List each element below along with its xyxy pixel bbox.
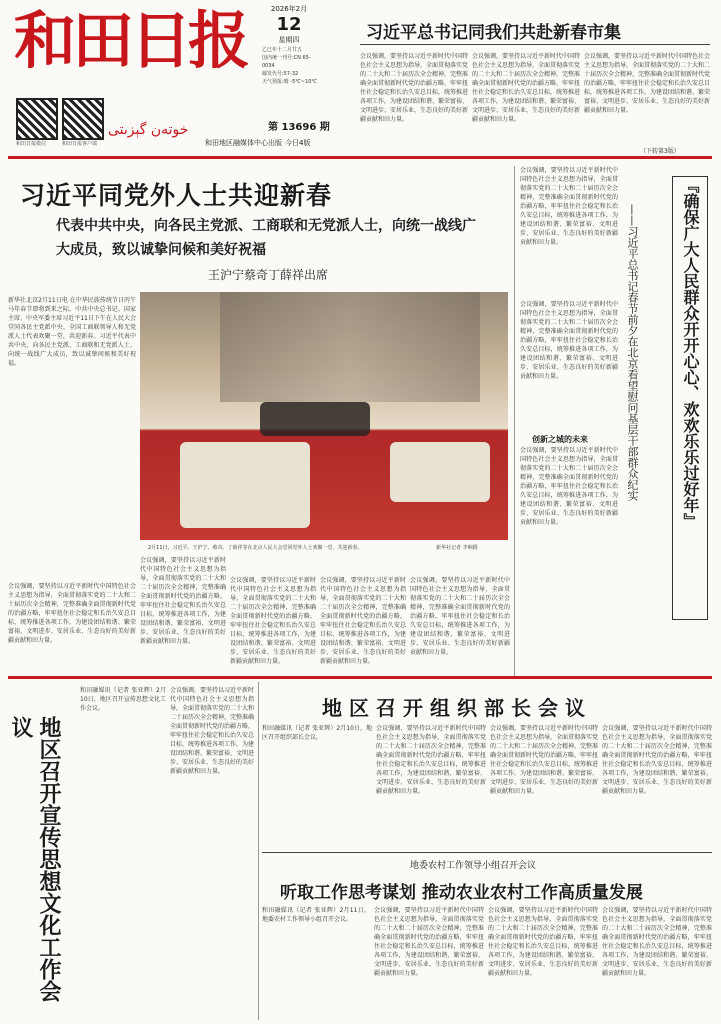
lead-text: 新华社北京2月11日电 在中华民族传统节日丙午马年春节即将到来之际，中共中央总书记、国家主席、中央军委主席习近平11日下午在人民大会堂同各民主党派中央、全国工商联领导人和无党派人士代表欢聚一堂，共迎新春。习近平代表中共中央，向各民主党派、工商联和无党派人士，向统一战线广大成员，致以诚挚问候和美好祝福。 xyxy=(8,297,136,367)
seats-left xyxy=(180,442,310,528)
date-year-month: 2026年2月 xyxy=(270,5,308,13)
bottom-mid-col3: 会议强调，要坚持以习近平新时代中国特色社会主义思想为指导，全面贯彻落实党的二十大和二十届历次全会精神，完整准确全面贯彻新时代党的治疆方略，牢牢扭住社会稳定和长治久安总目标，统筹推进各项工作，为建设团结和谐、繁荣富裕、文明进步、安居乐业、生态良好的美好新疆贡献和田力量。 xyxy=(490,725,598,795)
bottom-mid-col4: 会议强调，要坚持以习近平新时代中国特色社会主义思想为指导，全面贯彻落实党的二十大和二十届历次全会精神，完整准确全面贯彻新时代党的治疆方略，牢牢扭住社会稳定和长治久安总目标，统筹推进各项工作，为建设团结和谐、繁荣富裕、文明进步、安居乐业、生态良好的美好新疆贡献和田力量。 xyxy=(602,725,712,795)
bottom-right-col3: 会议强调，要坚持以习近平新时代中国特色社会主义思想为指导，全面贯彻落实党的二十大和二十届历次全会精神，完整准确全面贯彻新时代党的治疆方略，牢牢扭住社会稳定和长治久安总目标，统筹推进各项工作，为建设团结和谐、繁荣富裕、文明进步、安居乐业、生态良好的美好新疆贡献和田力量。 xyxy=(488,907,598,977)
bottom-mid-col2: 会议强调，要坚持以习近平新时代中国特色社会主义思想为指导，全面贯彻落实党的二十大和二十届历次全会精神，完整准确全面贯彻新时代党的治疆方略，牢牢扭住社会稳定和长治久安总目标，统筹推进各项工作，为建设团结和谐、繁荣富裕、文明进步、安居乐业、生态良好的美好新疆贡献和田力量。 xyxy=(376,725,486,795)
divider xyxy=(262,852,712,853)
bottom-left-title[interactable]: 地区召开宣传思想文化工作会议 xyxy=(8,716,61,1002)
dateline-meta xyxy=(262,46,318,86)
lead-col3: 会议强调，要坚持以习近平新时代中国特色社会主义思想为指导，全面贯彻落实党的二十大和二十届历次全会精神，完整准确全面贯彻新时代党的治疆方略，牢牢扭住社会稳定和长治久安总目标，统筹推进各项工作，为建设团结和谐、繁荣富裕、文明进步、安居乐业、生态良好的美好新疆贡献和田力量。 xyxy=(230,577,316,665)
top-story-col2: 会议强调，要坚持以习近平新时代中国特色社会主义思想为指导，全面贯彻落实党的二十大和二十届历次全会精神，完整准确全面贯彻新时代党的治疆方略，牢牢扭住社会稳定和长治久安总目标，统筹推进各项工作，为建设团结和谐、繁荣富裕、文明进步、安居乐业、生态良好的美好新疆贡献和田力量。 xyxy=(472,53,580,123)
mural xyxy=(220,292,480,402)
divider xyxy=(360,44,710,45)
dateline xyxy=(262,4,316,45)
lead-col1b: 会议强调，要坚持以习近平新时代中国特色社会主义思想为指导，全面贯彻落实党的二十大和二十届历次全会精神，完整准确全面贯彻新时代党的治疆方略，牢牢扭住社会稳定和长治久安总目标，统筹推进各项工作，为建设团结和谐、繁荣富裕、文明进步、安居乐业、生态良好的美好新疆贡献和田力量。 xyxy=(8,583,136,644)
lead-col2: 会议强调，要坚持以习近平新时代中国特色社会主义思想为指导，全面贯彻落实党的二十大和二十届历次全会精神，完整准确全面贯彻新时代党的治疆方略，牢牢扭住社会稳定和长治久安总目标，统筹推进各项工作，为建设团结和谐、繁荣富裕、文明进步、安居乐业、生态良好的美好新疆贡献和田力量。 xyxy=(140,557,226,645)
column-separator xyxy=(514,166,515,676)
masthead-uyghur: خوتەن گېزىتى xyxy=(108,122,189,138)
vertical-col2: 会议强调，要坚持以习近平新时代中国特色社会主义思想为指导，全面贯彻落实党的二十大和二十届历次全会精神，完整准确全面贯彻新时代党的治疆方略，牢牢扭住社会稳定和长治久安总目标，统筹推进各项工作，为建设团结和谐、繁荣富裕、文明进步、安居乐业、生态良好的美好新疆贡献和田力量。 xyxy=(520,301,618,380)
pages-count: 今日4版 xyxy=(285,139,311,147)
qr-icon xyxy=(62,98,104,140)
seats-right xyxy=(390,442,490,502)
photo-credit: 新华社记者 李响摄 xyxy=(436,545,478,551)
bottom-right-kicker: 地委农村工作领导小组召开会议 xyxy=(410,861,537,871)
bottom-mid-title[interactable]: 地区召开组织部长会议 xyxy=(322,696,592,720)
issue-number: 第 13696 期 xyxy=(268,122,330,133)
lead-attendees: 王沪宁蔡奇丁薛祥出席 xyxy=(208,268,329,282)
bottom-mid-col1: 和田融媒讯（记者 张亚辉）2月10日，地区召开组织部长会议。 xyxy=(262,725,372,741)
qr1-caption: 和田日报微信 xyxy=(16,141,47,147)
lead-col4: 会议强调，要坚持以习近平新时代中国特色社会主义思想为指导，全面贯彻落实党的二十大和二十届历次全会精神，完整准确全面贯彻新时代党的治疆方略，牢牢扭住社会稳定和长治久安总目标，统筹推进各项工作，为建设团结和谐、繁荣富裕、文明进步、安居乐业、生态良好的美好新疆贡献和田力量。 xyxy=(320,577,406,665)
bottom-left-col2: 会议强调，要坚持以习近平新时代中国特色社会主义思想为指导，全面贯彻落实党的二十大和二十届历次全会精神，完整准确全面贯彻新时代党的治疆方略，牢牢扭住社会稳定和长治久安总目标，统筹推进各项工作，为建设团结和谐、繁荣富裕、文明进步、安居乐业、生态良好的美好新疆贡献和田力量。 xyxy=(170,687,254,775)
column-separator xyxy=(258,682,259,1020)
section-rule xyxy=(8,676,712,679)
post-code: 邮发代号:57-32 xyxy=(262,71,299,77)
attendee-row xyxy=(260,402,370,436)
masthead-title: 和田日报 xyxy=(14,4,247,77)
lead-photo[interactable] xyxy=(140,292,508,540)
vertical-col1: 会议强调，要坚持以习近平新时代中国特色社会主义思想为指导，全面贯彻落实党的二十大和二十届历次全会精神，完整准确全面贯彻新时代党的治疆方略，牢牢扭住社会稳定和长治久安总目标，统筹推进各项工作，为建设团结和谐、繁荣富裕、文明进步、安居乐业、生态良好的美好新疆贡献和田力量。 xyxy=(520,167,618,246)
qr-code-2[interactable] xyxy=(62,98,104,147)
cn-code: 国内统一刊号:CN 65-0034 xyxy=(262,55,311,69)
masthead-rule xyxy=(8,156,712,159)
date-weekday: 星期四 xyxy=(278,36,300,44)
weather: 天气预报:晴 -5℃~10℃ xyxy=(262,79,318,85)
vertical-section: 创新之城的未来 xyxy=(532,435,588,444)
bottom-right-col2: 会议强调，要坚持以习近平新时代中国特色社会主义思想为指导，全面贯彻落实党的二十大和二十届历次全会精神，完整准确全面贯彻新时代党的治疆方略，牢牢扭住社会稳定和长治久安总目标，统筹推进各项工作，为建设团结和谐、繁荣富裕、文明进步、安居乐业、生态良好的美好新疆贡献和田力量。 xyxy=(374,907,484,977)
qr-code-1[interactable] xyxy=(16,98,58,147)
qr-icon xyxy=(16,98,58,140)
bottom-right-title[interactable]: 听取工作思考谋划 推动农业农村工作高质量发展 xyxy=(280,883,643,903)
vertical-col3: 会议强调，要坚持以习近平新时代中国特色社会主义思想为指导，全面贯彻落实党的二十大和二十届历次全会精神，完整准确全面贯彻新时代党的治疆方略，牢牢扭住社会稳定和长治久安总目标，统筹推进各项工作，为建设团结和谐、繁荣富裕、文明进步、安居乐业、生态良好的美好新疆贡献和田力量。 xyxy=(520,447,618,526)
vertical-title[interactable]: 『确保广大人民群众开开心心、欢欢乐乐过好年』 xyxy=(681,177,700,529)
date-day: 12 xyxy=(276,14,302,35)
top-story-col1: 会议强调，要坚持以习近平新时代中国特色社会主义思想为指导，全面贯彻落实党的二十大和二十届历次全会精神，完整准确全面贯彻新时代党的治疆方略，牢牢扭住社会稳定和长治久安总目标，统筹推进各项工作，为建设团结和谐、繁荣富裕、文明进步、安居乐业、生态良好的美好新疆贡献和田力量。 xyxy=(360,53,468,123)
lead-col5: 会议强调，要坚持以习近平新时代中国特色社会主义思想为指导，全面贯彻落实党的二十大和二十届历次全会精神，完整准确全面贯彻新时代党的治疆方略，牢牢扭住社会稳定和长治久安总目标，统筹推进各项工作，为建设团结和谐、繁荣富裕、文明进步、安居乐业、生态良好的美好新疆贡献和田力量。 xyxy=(410,577,510,656)
top-story-title[interactable]: 习近平总书记同我们共赴新春市集 xyxy=(366,23,621,43)
bottom-right-col4: 会议强调，要坚持以习近平新时代中国特色社会主义思想为指导，全面贯彻落实党的二十大和二十届历次全会精神，完整准确全面贯彻新时代党的治疆方略，牢牢扭住社会稳定和长治久安总目标，统筹推进各项工作，为建设团结和谐、繁荣富裕、文明进步、安居乐业、生态良好的美好新疆贡献和田力量。 xyxy=(602,907,712,977)
vertical-title-box xyxy=(672,176,708,620)
lunar-date: 乙巳年十二月廿五 xyxy=(262,47,303,53)
photo-caption: 2月11日，习近平、王沪宁、蔡奇、丁薛祥等在北京人民大会堂同党外人士欢聚一堂，共迎新春。 xyxy=(148,545,363,551)
continued-note: （下转第3版） xyxy=(640,148,680,155)
lead-subhead: 代表中共中央，向各民主党派、工商联和无党派人士，向统一战线广大成员，致以诚挚问候和美好祝福 xyxy=(56,218,476,258)
bottom-left-col1: 和田融媒讯（记者 张亚辉）2月10日，地区召开宣传思想文化工作会议。 xyxy=(80,687,166,712)
vertical-subtitle: ——习近平总书记春节前夕在北京看望慰问基层干部群众纪实 xyxy=(626,204,639,501)
lead-headline[interactable]: 习近平同党外人士共迎新春 xyxy=(20,181,333,210)
bottom-right-col1: 和田融媒讯（记者 张亚辉）2月11日，地委农村工作领导小组召开会议。 xyxy=(262,907,370,923)
top-story-col3: 会议强调，要坚持以习近平新时代中国特色社会主义思想为指导，全面贯彻落实党的二十大和二十届历次全会精神，完整准确全面贯彻新时代党的治疆方略，牢牢扭住社会稳定和长治久安总目标，统筹推进各项工作，为建设团结和谐、繁荣富裕、文明进步、安居乐业、生态良好的美好新疆贡献和田力量。 xyxy=(584,53,710,114)
sponsor: 和田地区融媒体中心出版 xyxy=(205,139,282,147)
qr2-caption: 和田日报客户端 xyxy=(62,141,98,147)
